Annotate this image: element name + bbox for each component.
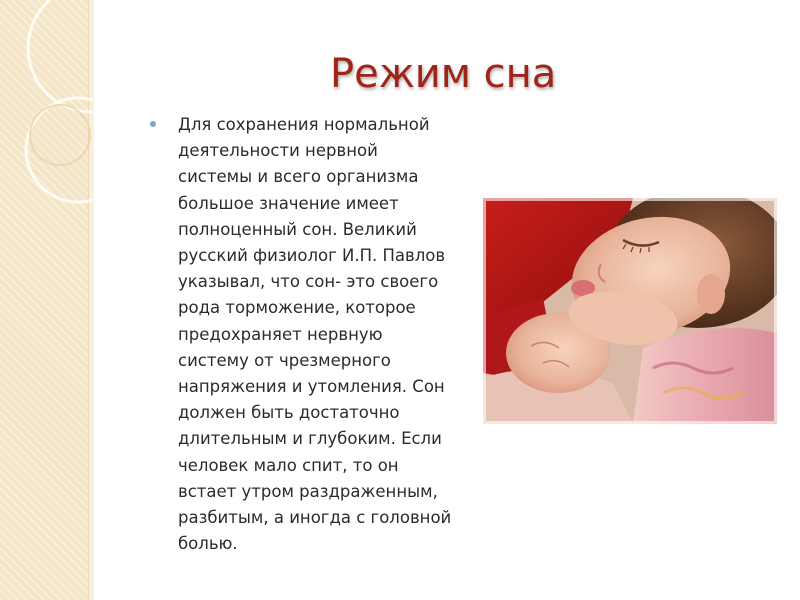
body-line: рода торможение, которое (178, 298, 416, 318)
body-line: Для сохранения нормальной (178, 115, 430, 134)
body-line: системы и всего организма (178, 167, 419, 187)
body-line: встает утром раздраженным, (178, 481, 438, 501)
body-line: большое значение имеет (178, 193, 399, 213)
body-line: русский физиолог И.П. Павлов (178, 246, 446, 266)
decorative-circles (0, 0, 93, 230)
slide-title: Режим сна (330, 51, 557, 97)
body-line: должен быть достаточно (178, 403, 400, 423)
body-line: деятельности нервной (178, 141, 378, 161)
sleeping-child-photo (483, 198, 777, 424)
body-line: разбитым, а иногда с головной (178, 508, 452, 528)
body-line: полноценный сон. Великий (178, 219, 417, 239)
body-line: систему от чрезмерного (178, 350, 391, 370)
body-line: человек мало спит, то он (178, 455, 399, 475)
body-line: указывал, что сон- это своего (178, 272, 439, 292)
body-line: болью. (178, 534, 238, 554)
body-line: длительным и глубоким. Если (178, 429, 442, 449)
body-paragraph (178, 112, 498, 557)
bullet-icon (150, 121, 156, 127)
body-line: напряжения и утомления. Сон (178, 377, 445, 397)
body-line: предохраняет нервную (178, 324, 383, 344)
sleeping-child-illustration (483, 198, 777, 424)
